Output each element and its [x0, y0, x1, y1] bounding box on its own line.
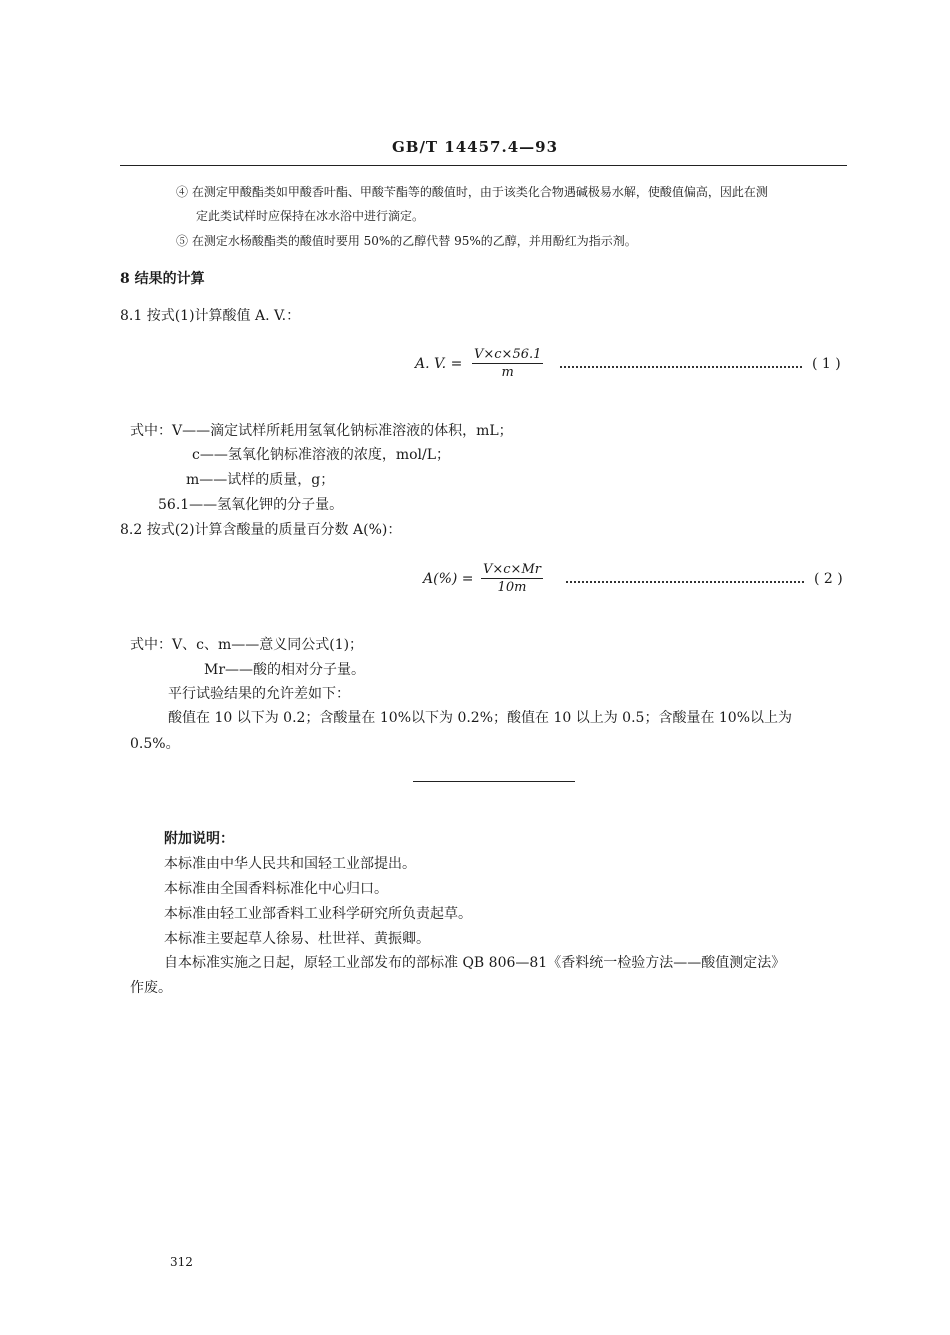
where-2-line-1: 式中：V、c、m——意义同公式(1)； [130, 637, 364, 653]
where-2-line-4: 酸值在 10 以下为 0.2；含酸量在 10%以下为 0.2%；酸值在 10 以上为 0.5；含酸量在 10%以上为 [168, 710, 793, 726]
formula-1-denominator: m [501, 365, 514, 380]
section-separator [413, 781, 575, 782]
where-1-line-1: 式中：V——滴定试样所耗用氢氧化钠标准溶液的体积，mL； [130, 423, 513, 439]
header-rule [120, 165, 847, 166]
formula-1-dot-leader [560, 366, 802, 368]
appendix-line-5: 自本标准实施之日起，原轻工业部发布的部标准 QB 806—81《香料统一检验方法——酸值测定法》 [164, 955, 786, 971]
where-1-line-4: 56.1——氢氧化钾的分子量。 [158, 497, 344, 513]
section-8-1: 8.1 按式(1)计算酸值 A. V.： [120, 308, 301, 324]
where-1-line-2: c——氢氧化钠标准溶液的浓度，mol/L； [192, 447, 451, 463]
formula-2-dot-leader [566, 581, 804, 583]
where-2-line-2: Mr——酸的相对分子量。 [204, 662, 366, 678]
page-number: 312 [170, 1255, 193, 1269]
appendix-line-2: 本标准由全国香料标准化中心归口。 [164, 881, 388, 897]
appendix-line-6: 作废。 [130, 980, 172, 996]
where-2-line-3: 平行试验结果的允许差如下： [168, 686, 350, 702]
document-header-code: GB/T 14457.4—93 [391, 138, 559, 156]
formula-2-lhs: A(%) = [423, 571, 474, 587]
formula-1-fraction [472, 346, 543, 381]
note-4-line-2: 定此类试样时应保持在冰水浴中进行滴定。 [196, 209, 425, 223]
appendix-line-1: 本标准由中华人民共和国轻工业部提出。 [164, 856, 416, 872]
formula-1-numerator: V×c×56.1 [474, 347, 542, 362]
note-4-line-1: ④ 在测定甲酸酯类如甲酸香叶酯、甲酸苄酯等的酸值时，由于该类化合物遇碱极易水解，使酸值偏高，因此在测 [176, 185, 768, 199]
section-8-title: 8 结果的计算 [120, 271, 205, 287]
formula-1-lhs: A. V. = [415, 356, 463, 372]
appendix-line-4: 本标准主要起草人徐易、杜世祥、黄振卿。 [164, 931, 430, 947]
formula-1-number: ( 1 ) [812, 356, 841, 372]
formula-2-fraction [481, 561, 543, 596]
formula-2-number: ( 2 ) [814, 571, 843, 587]
appendix-title: 附加说明： [164, 831, 234, 847]
appendix-line-3: 本标准由轻工业部香料工业科学研究所负责起草。 [164, 906, 472, 922]
where-1-line-3: m——试样的质量，g； [186, 472, 335, 488]
where-2-line-5: 0.5%。 [130, 736, 180, 752]
section-8-2: 8.2 按式(2)计算含酸量的质量百分数 A(%)： [120, 522, 402, 538]
note-5: ⑤ 在测定水杨酸酯类的酸值时要用 50%的乙醇代替 95%的乙醇，并用酚红为指示剂。 [176, 234, 637, 248]
formula-2-numerator: V×c×Mr [483, 562, 541, 577]
formula-2-denominator: 10m [497, 580, 527, 595]
